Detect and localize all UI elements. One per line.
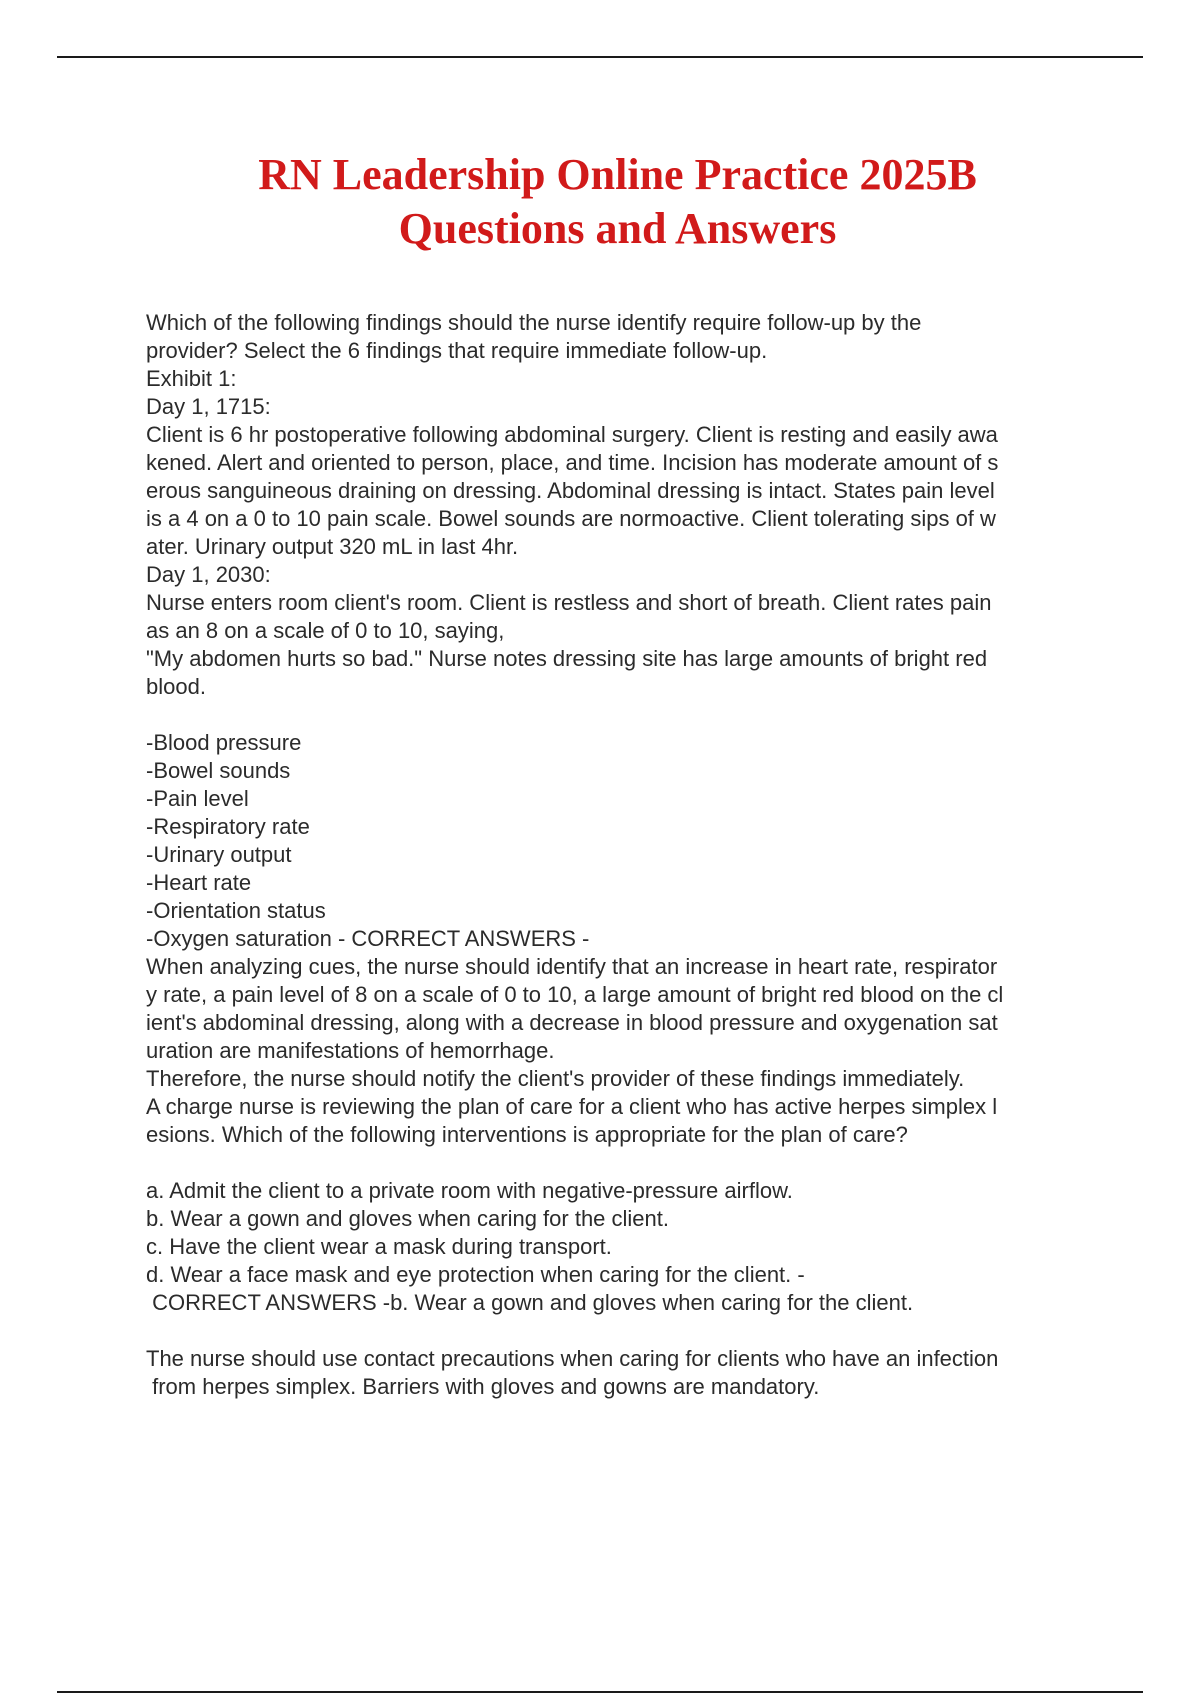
q1-rationale-line: Therefore, the nurse should notify the client's provider of these findings immediately. bbox=[146, 1066, 965, 1091]
q1-option: -Orientation status bbox=[146, 898, 326, 923]
q1-option: -Blood pressure bbox=[146, 730, 302, 755]
q1-entry1-time: Day 1, 1715: bbox=[146, 394, 271, 419]
q1-entry2-time: Day 1, 2030: bbox=[146, 562, 271, 587]
spacer bbox=[146, 701, 1096, 729]
document-body bbox=[146, 309, 1096, 1401]
q2-rationale-line: The nurse should use contact precautions when caring for clients who have an infection bbox=[146, 1346, 999, 1371]
q1-entry1-line: is a 4 on a 0 to 10 pain scale. Bowel sounds are normoactive. Client tolerating sips of w bbox=[146, 506, 996, 531]
q2-stem-line: A charge nurse is reviewing the plan of care for a client who has active herpes simplex l bbox=[146, 1094, 998, 1119]
q1-entry1-line: Client is 6 hr postoperative following abdominal surgery. Client is resting and easily awa bbox=[146, 422, 998, 447]
q1-option: -Bowel sounds bbox=[146, 758, 291, 783]
q1-entry2-line: "My abdomen hurts so bad." Nurse notes dressing site has large amounts of bright red bbox=[146, 646, 988, 671]
q1-stem-line: provider? Select the 6 findings that require immediate follow-up. bbox=[146, 338, 768, 363]
spacer bbox=[146, 1317, 1096, 1345]
q2-option: b. Wear a gown and gloves when caring for the client. bbox=[146, 1206, 670, 1231]
q1-option: -Respiratory rate bbox=[146, 814, 310, 839]
q1-entry2-line: blood. bbox=[146, 674, 206, 699]
q1-rationale-line: ient's abdominal dressing, along with a decrease in blood pressure and oxygenation sat bbox=[146, 1010, 998, 1035]
q1-entry2-line: as an 8 on a scale of 0 to 10, saying, bbox=[146, 618, 505, 643]
q1-entry2-line: Nurse enters room client's room. Client is restless and short of breath. Client rates pain bbox=[146, 590, 992, 615]
q1-rationale-line: y rate, a pain level of 8 on a scale of 0 to 10, a large amount of bright red blood on the cl bbox=[146, 982, 1004, 1007]
q2-option: a. Admit the client to a private room with negative-pressure airflow. bbox=[146, 1178, 793, 1203]
q1-option: -Heart rate bbox=[146, 870, 252, 895]
bottom-rule bbox=[57, 1691, 1143, 1693]
title-line-1: RN Leadership Online Practice 2025B bbox=[258, 150, 977, 199]
q2-option: c. Have the client wear a mask during transport. bbox=[146, 1234, 612, 1259]
q1-entry1-line: erous sanguineous draining on dressing. Abdominal dressing is intact. States pain level bbox=[146, 478, 995, 503]
q1-stem-line: Which of the following findings should the nurse identify require follow-up by the bbox=[146, 310, 922, 335]
document-title bbox=[0, 148, 1200, 256]
spacer bbox=[146, 1149, 1096, 1177]
q1-option: -Oxygen saturation - CORRECT ANSWERS - bbox=[146, 926, 590, 951]
q2-option: d. Wear a face mask and eye protection when caring for the client. - bbox=[146, 1262, 805, 1287]
q2-rationale-line: from herpes simplex. Barriers with gloves and gowns are mandatory. bbox=[146, 1374, 820, 1399]
title-line-2: Questions and Answers bbox=[398, 204, 837, 253]
q1-option: -Urinary output bbox=[146, 842, 292, 867]
q1-rationale-line: uration are manifestations of hemorrhage. bbox=[146, 1038, 555, 1063]
top-rule bbox=[57, 56, 1143, 58]
q2-stem-line: esions. Which of the following interventions is appropriate for the plan of care? bbox=[146, 1122, 908, 1147]
q1-entry1-line: kened. Alert and oriented to person, place, and time. Incision has moderate amount of s bbox=[146, 450, 999, 475]
q1-entry1-line: ater. Urinary output 320 mL in last 4hr. bbox=[146, 534, 519, 559]
q1-rationale-line: When analyzing cues, the nurse should identify that an increase in heart rate, respirator bbox=[146, 954, 998, 979]
q2-answer-line: CORRECT ANSWERS -b. Wear a gown and gloves when caring for the client. bbox=[146, 1290, 914, 1315]
q1-option: -Pain level bbox=[146, 786, 249, 811]
q1-exhibit-label: Exhibit 1: bbox=[146, 366, 237, 391]
